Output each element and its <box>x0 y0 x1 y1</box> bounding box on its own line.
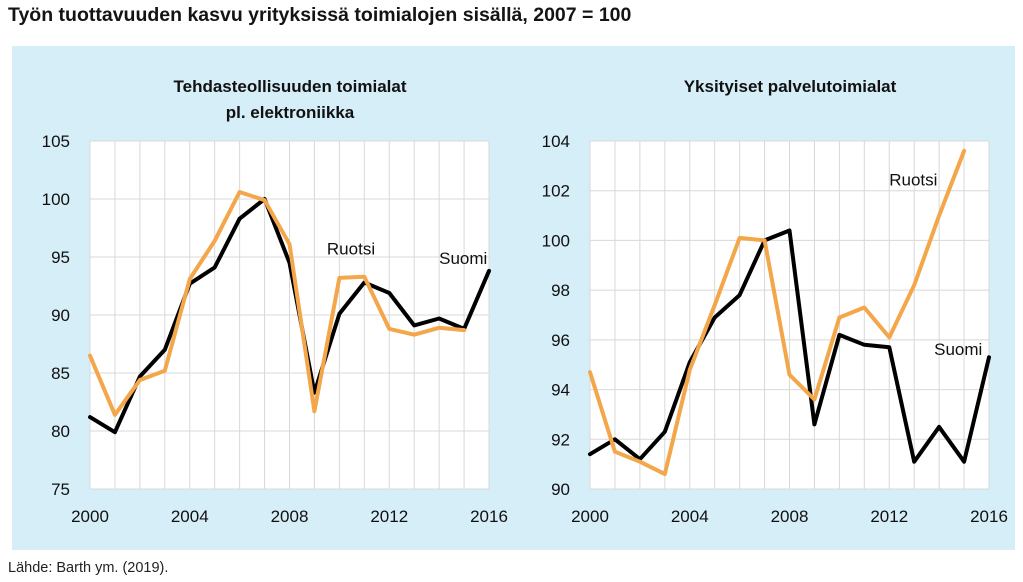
y-tick-label: 105 <box>41 132 70 151</box>
x-tick-label: 2004 <box>670 507 709 526</box>
x-tick-label: 2000 <box>571 507 609 526</box>
chart-1 <box>42 77 508 526</box>
chart-2 <box>542 77 1008 526</box>
x-tick-label: 2016 <box>970 507 1008 526</box>
y-tick-label: 75 <box>51 480 70 499</box>
y-tick-label: 104 <box>541 132 570 151</box>
y-tick-label: 100 <box>41 190 70 209</box>
x-tick-label: 2008 <box>770 507 809 526</box>
y-tick-label: 94 <box>551 380 570 400</box>
y-tick-label: 98 <box>551 281 570 301</box>
y-tick-label: 100 <box>541 231 570 251</box>
chart-title-line: Tehdasteollisuuden toimialat <box>173 77 407 96</box>
y-tick-label: 85 <box>51 364 70 383</box>
x-tick-label: 2012 <box>870 507 909 526</box>
y-tick-label: 80 <box>51 422 70 441</box>
x-tick-label: 2016 <box>470 507 508 526</box>
series-label-ruotsi: Ruotsi <box>889 170 938 190</box>
main-title: Työn tuottavuuden kasvu yrityksissä toimialojen sisällä, 2007 = 100 <box>8 4 632 26</box>
chart-title-line: Yksityiset palvelutoimialat <box>683 77 897 96</box>
y-tick-label: 96 <box>551 330 570 350</box>
x-tick-label: 2000 <box>71 507 109 526</box>
y-tick-label: 95 <box>51 248 70 267</box>
series-label-suomi: Suomi <box>439 248 488 268</box>
y-tick-label: 92 <box>551 430 570 450</box>
y-tick-label: 90 <box>551 480 570 499</box>
x-tick-label: 2008 <box>270 507 309 526</box>
x-tick-label: 2012 <box>370 507 409 526</box>
y-tick-label: 102 <box>541 181 570 201</box>
y-tick-label: 90 <box>51 306 70 325</box>
source-note: Lähde: Barth ym. (2019). <box>8 560 169 576</box>
x-tick-label: 2004 <box>170 507 209 526</box>
series-label-suomi: Suomi <box>934 339 983 359</box>
series-label-ruotsi: Ruotsi <box>326 239 376 259</box>
chart-title-line: pl. elektroniikka <box>225 103 355 122</box>
